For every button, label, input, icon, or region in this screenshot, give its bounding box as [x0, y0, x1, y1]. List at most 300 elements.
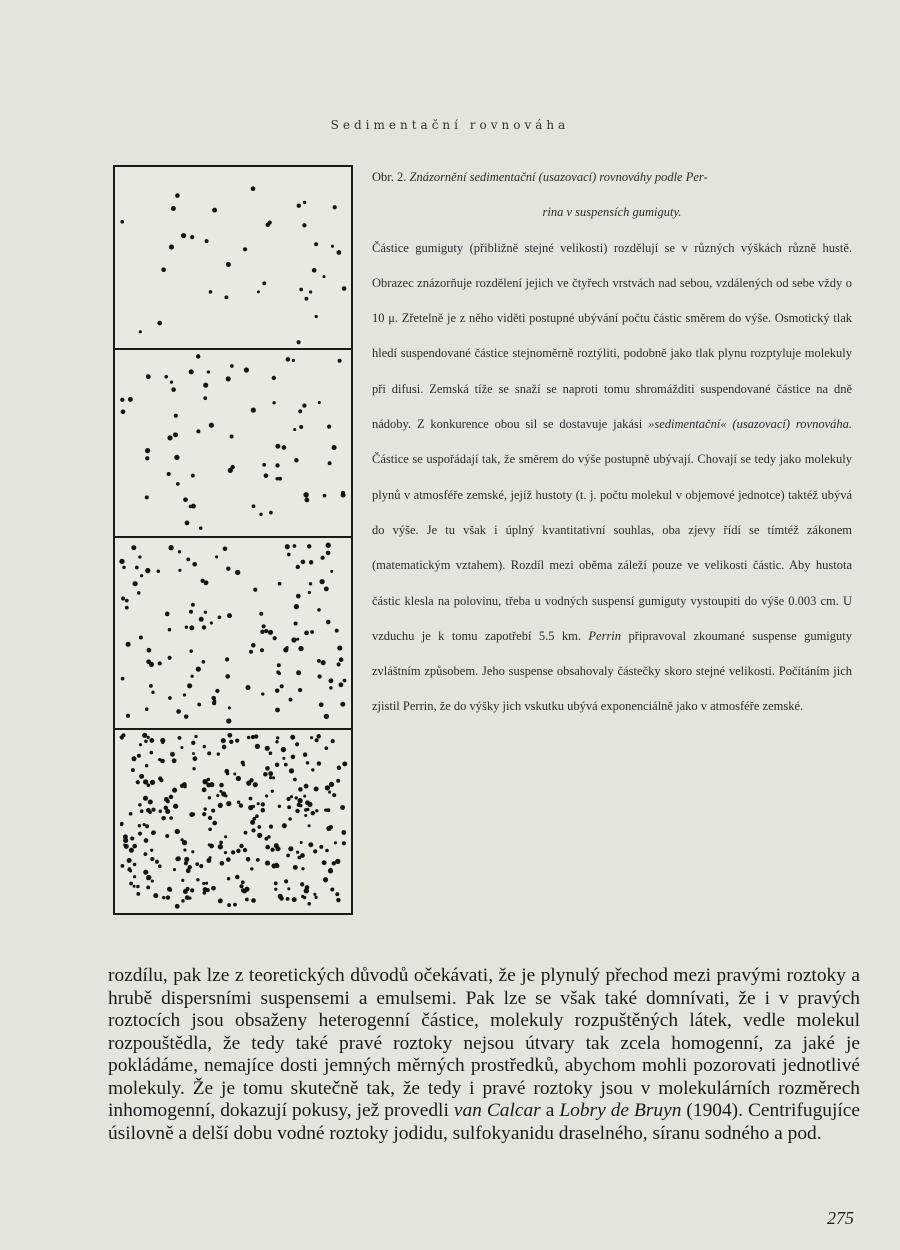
- particle: [334, 841, 337, 844]
- particle: [120, 864, 124, 868]
- particle: [326, 808, 330, 812]
- particle: [130, 836, 134, 840]
- particle: [191, 603, 195, 607]
- particle: [336, 779, 340, 783]
- particle: [164, 375, 168, 379]
- particle: [182, 782, 187, 787]
- particle: [306, 761, 309, 764]
- particle: [313, 849, 317, 853]
- particle: [223, 546, 228, 551]
- particle: [215, 689, 219, 693]
- particle: [330, 887, 334, 891]
- particle: [283, 647, 288, 652]
- particle: [147, 648, 152, 653]
- particle: [287, 553, 291, 557]
- particle: [275, 763, 279, 767]
- particle: [128, 397, 133, 402]
- particle: [168, 696, 172, 700]
- particle: [298, 688, 302, 692]
- particle: [276, 736, 279, 739]
- particle: [290, 795, 293, 798]
- particle: [297, 204, 301, 208]
- particle: [337, 646, 342, 651]
- particle: [304, 888, 309, 893]
- particle: [330, 570, 333, 573]
- particle: [131, 768, 135, 772]
- particle: [158, 661, 162, 665]
- particle: [251, 643, 256, 648]
- caption-term: »sedimentační« (usazovací) rovnováha.: [648, 417, 852, 432]
- particle: [319, 845, 323, 849]
- particle: [274, 843, 279, 848]
- particle: [298, 787, 303, 792]
- particle: [151, 808, 155, 812]
- particle: [319, 579, 324, 584]
- particle: [218, 844, 223, 849]
- particle: [249, 778, 253, 782]
- particle: [285, 544, 290, 549]
- particle: [230, 435, 234, 439]
- particle: [175, 829, 180, 834]
- particle: [178, 569, 181, 572]
- particle: [338, 359, 342, 363]
- particle: [183, 889, 188, 894]
- particle: [133, 863, 136, 866]
- particle: [342, 761, 347, 766]
- particle: [310, 630, 314, 634]
- particle: [187, 683, 192, 688]
- particle: [175, 193, 180, 198]
- particle: [219, 841, 223, 845]
- particle: [271, 790, 274, 793]
- particle: [265, 861, 270, 866]
- caption-label: Obr. 2.: [372, 170, 407, 184]
- figure-caption: [372, 160, 852, 725]
- particle: [150, 780, 155, 785]
- particle: [196, 354, 200, 358]
- particle: [136, 780, 140, 784]
- particle: [221, 738, 226, 743]
- particle: [257, 825, 261, 829]
- particle: [165, 834, 169, 838]
- particle: [233, 903, 237, 907]
- particle: [202, 787, 207, 792]
- particle: [161, 816, 166, 821]
- particle: [120, 736, 123, 739]
- particle: [184, 857, 189, 862]
- particle: [172, 758, 177, 763]
- particle: [178, 550, 181, 553]
- particle: [328, 678, 333, 683]
- main-body-text: [108, 965, 860, 1145]
- particle: [337, 662, 341, 666]
- particle: [309, 582, 312, 585]
- particle: [158, 864, 162, 868]
- particle: [239, 844, 243, 848]
- particle: [226, 567, 230, 571]
- particle: [226, 801, 231, 806]
- particle: [311, 811, 316, 816]
- particle: [264, 473, 269, 478]
- particle: [199, 864, 203, 868]
- particle: [253, 588, 257, 592]
- particle: [341, 493, 346, 498]
- particle: [319, 702, 324, 707]
- particle: [308, 591, 311, 594]
- particle: [209, 782, 214, 787]
- particle: [241, 880, 245, 884]
- particle: [244, 367, 249, 372]
- particle: [262, 624, 266, 628]
- particle: [335, 629, 339, 633]
- particle: [129, 869, 132, 872]
- particle: [139, 774, 144, 779]
- particle: [251, 828, 255, 832]
- particle: [218, 898, 223, 903]
- particle: [125, 599, 129, 603]
- particle: [120, 220, 124, 224]
- particle: [210, 621, 213, 624]
- particle: [196, 878, 199, 881]
- particle: [308, 824, 311, 827]
- particle: [212, 208, 217, 213]
- particle: [342, 286, 347, 291]
- particle: [151, 691, 154, 694]
- particle: [284, 763, 288, 767]
- particle: [203, 383, 208, 388]
- particle: [139, 743, 142, 746]
- particle: [262, 463, 266, 467]
- particle: [324, 746, 328, 750]
- particle-layers-illustration: [115, 167, 351, 913]
- particle: [303, 795, 306, 798]
- particle: [275, 688, 280, 693]
- particle: [170, 752, 175, 757]
- particle: [290, 735, 295, 740]
- particle: [282, 445, 287, 450]
- particle: [158, 758, 161, 761]
- particle: [310, 736, 313, 739]
- particle: [249, 650, 253, 654]
- particle: [145, 707, 149, 711]
- particle: [172, 788, 177, 793]
- particle: [190, 235, 194, 239]
- particle: [245, 898, 249, 902]
- particle: [191, 504, 196, 509]
- particle: [149, 684, 153, 688]
- particle: [244, 831, 248, 835]
- body-author-1: van Calcar: [453, 1100, 541, 1121]
- particle: [148, 810, 152, 814]
- particle: [309, 290, 312, 293]
- particle: [153, 893, 158, 898]
- particle: [145, 824, 149, 828]
- particle: [270, 848, 274, 852]
- particle: [336, 898, 340, 902]
- particle: [145, 448, 150, 453]
- particle: [143, 870, 148, 875]
- particle: [320, 556, 324, 560]
- caption-title: [372, 160, 852, 195]
- particle: [308, 842, 313, 847]
- particle: [268, 771, 273, 776]
- particle: [196, 429, 200, 433]
- particle: [296, 565, 300, 569]
- particle: [189, 625, 194, 630]
- particle: [272, 776, 275, 779]
- particle: [160, 738, 165, 743]
- particle: [184, 714, 189, 719]
- particle: [119, 559, 124, 564]
- particle: [138, 555, 141, 558]
- particle: [150, 857, 154, 861]
- particle: [192, 767, 195, 770]
- particle: [265, 794, 268, 797]
- particle: [315, 738, 319, 742]
- particle: [260, 648, 264, 652]
- particle: [294, 458, 299, 463]
- particle: [251, 407, 256, 412]
- particle: [235, 738, 239, 742]
- particle: [304, 784, 309, 789]
- particle: [195, 862, 199, 866]
- particle: [171, 387, 176, 392]
- particle: [131, 545, 136, 550]
- particle: [222, 745, 227, 750]
- particle: [219, 783, 224, 788]
- particle: [305, 800, 310, 805]
- particle: [246, 685, 251, 690]
- particle: [121, 409, 126, 414]
- particle: [189, 610, 193, 614]
- particle: [219, 790, 222, 793]
- particle: [231, 465, 235, 469]
- particle: [226, 772, 230, 776]
- particle: [307, 544, 311, 548]
- particle: [272, 376, 276, 380]
- particle: [151, 831, 155, 835]
- particle: [185, 626, 188, 629]
- particle: [204, 611, 207, 614]
- particle: [304, 297, 308, 301]
- layer-second: [120, 354, 345, 530]
- sedimentation-figure: [113, 165, 353, 915]
- particle: [275, 444, 280, 449]
- particle: [216, 794, 219, 797]
- particle: [302, 403, 306, 407]
- particle: [227, 733, 232, 738]
- particle: [315, 315, 318, 318]
- particle: [317, 761, 321, 765]
- particle: [132, 581, 137, 586]
- particle: [289, 768, 294, 773]
- particle: [145, 495, 149, 499]
- particle: [166, 799, 170, 803]
- particle: [242, 889, 247, 894]
- particle: [289, 698, 293, 702]
- particle: [143, 796, 148, 801]
- particle: [257, 290, 260, 293]
- particle: [250, 820, 255, 825]
- particle: [269, 511, 273, 515]
- particle: [303, 492, 308, 497]
- particle: [268, 630, 273, 635]
- particle: [199, 526, 203, 530]
- particle: [203, 891, 207, 895]
- particle: [146, 875, 151, 880]
- particle: [145, 764, 148, 767]
- particle: [226, 718, 231, 723]
- particle: [304, 497, 309, 502]
- particle: [120, 398, 124, 402]
- particle: [268, 221, 272, 225]
- particle: [332, 793, 336, 797]
- particle: [277, 663, 281, 667]
- particle: [275, 708, 280, 713]
- body-paragraph: [108, 965, 860, 1145]
- particle: [192, 562, 197, 567]
- particle: [300, 882, 304, 886]
- particle: [294, 796, 297, 799]
- particle: [307, 902, 311, 906]
- particle: [246, 857, 251, 862]
- particle: [278, 805, 281, 808]
- particle: [151, 880, 154, 883]
- particle: [183, 848, 186, 851]
- particle: [133, 885, 136, 888]
- particle: [339, 657, 344, 662]
- particle: [169, 816, 173, 820]
- particle: [341, 830, 346, 835]
- particle: [193, 756, 198, 761]
- particle: [174, 414, 178, 418]
- particle: [209, 844, 214, 849]
- particle: [208, 827, 212, 831]
- particle: [239, 803, 243, 807]
- particle: [280, 684, 284, 688]
- particle: [209, 423, 214, 428]
- particle: [274, 888, 277, 891]
- particle: [282, 757, 285, 760]
- particle: [236, 849, 240, 853]
- particle: [144, 852, 148, 856]
- particle: [165, 809, 170, 814]
- body-author-2: Lobry de Bruyn: [559, 1100, 682, 1121]
- particle: [176, 709, 181, 714]
- particle: [144, 838, 149, 843]
- particle: [302, 223, 306, 227]
- particle: [295, 742, 299, 746]
- particle: [228, 706, 231, 709]
- particle: [142, 733, 147, 738]
- particle: [185, 895, 190, 900]
- particle: [299, 288, 303, 292]
- particle: [326, 826, 331, 831]
- particle: [227, 613, 232, 618]
- particle: [129, 812, 133, 816]
- particle: [337, 766, 342, 771]
- caption-body-text-2: Částice se uspořádají tak, že směrem do výše postupně ubývají. Chovají se tedy jako molekuly plynů v atmosféře zemské, jejíž hustoty (t. j. počtu molekul v objemové jednotce) taktéž ubývá do výše. Je tu však i úplný kvantitativní souhlas, oba zjevy řídí se tímtéž zákonem (matematickým vztahem). Rozdíl mezi oběma záleží pouze ve velikosti částic. Aby hustota částic klesla na polovinu, třeba u vodných suspensí gumiguty vystoupiti do výše 0.003 cm. U vzduchu je k tomu zapotřebí 5.5 km.: [372, 452, 852, 643]
- particle: [269, 824, 273, 828]
- particle: [239, 884, 243, 888]
- particle: [224, 851, 227, 854]
- particle: [235, 875, 239, 879]
- particle: [157, 321, 162, 326]
- particle: [326, 543, 331, 548]
- particle: [138, 832, 142, 836]
- particle: [146, 885, 150, 889]
- particle: [257, 802, 260, 805]
- particle: [329, 686, 332, 689]
- particle: [253, 782, 258, 787]
- particle: [324, 586, 329, 591]
- particle: [190, 675, 193, 678]
- particle: [231, 850, 235, 854]
- particle: [251, 898, 256, 903]
- particle: [316, 734, 321, 739]
- particle: [224, 835, 227, 838]
- particle: [220, 861, 225, 866]
- particle: [309, 560, 314, 565]
- particle: [191, 741, 195, 745]
- particle: [139, 330, 142, 333]
- particle: [288, 846, 293, 851]
- particle: [230, 364, 234, 368]
- particle: [192, 752, 195, 755]
- particle: [205, 882, 208, 885]
- particle: [299, 425, 303, 429]
- particle: [182, 840, 187, 845]
- particle: [247, 736, 250, 739]
- particle: [262, 281, 266, 285]
- particle: [176, 482, 180, 486]
- particle: [318, 401, 321, 404]
- particle: [136, 885, 140, 889]
- particle: [332, 445, 337, 450]
- particle: [203, 745, 206, 748]
- particle: [274, 881, 278, 885]
- particle: [180, 746, 183, 749]
- particle: [265, 766, 270, 771]
- particle: [224, 295, 228, 299]
- particle: [185, 521, 190, 526]
- particle: [176, 856, 181, 861]
- particle: [218, 615, 222, 619]
- particle: [205, 239, 209, 243]
- particle: [208, 816, 212, 820]
- particle: [140, 574, 143, 577]
- layer-top: [120, 186, 346, 344]
- particle: [211, 809, 215, 813]
- particle: [303, 752, 308, 757]
- particle: [157, 570, 160, 573]
- particle: [138, 824, 141, 827]
- particle: [189, 369, 194, 374]
- particle: [162, 896, 165, 899]
- particle: [218, 803, 223, 808]
- particle: [301, 867, 304, 870]
- particle: [189, 649, 192, 652]
- particle: [321, 660, 326, 665]
- particle: [243, 848, 247, 852]
- body-text-1: rozdílu, pak lze z teoretických důvodů očekávati, že je plynulý přechod mezi pravými roztoky a hrubě dispersními suspensemi a emulsemi. Pak lze se však také domnívati, že i v pravých roztocích jsou obsaženy heterogenní částice, molekuly rozpuštěných látek, vedle molekul rozpouštědla, že tedy také pravé roztoky nejsou útvary tak zcela homogenní, za jaké je pokládáme, nemajíce dosti jemných měrných prostředků, abychom mohli pozorovati jednotlivé molekuly. Že je tomu skutečně tak, že tedy i pravé roztoky jsou v molekulárních rozměrech inhomogenní, dokazují pokusy, jež provedli: [108, 965, 860, 1121]
- particle: [264, 629, 268, 633]
- particle: [295, 809, 299, 813]
- particle: [237, 801, 240, 804]
- particle: [331, 739, 335, 743]
- particle: [202, 812, 206, 816]
- particle: [279, 896, 284, 901]
